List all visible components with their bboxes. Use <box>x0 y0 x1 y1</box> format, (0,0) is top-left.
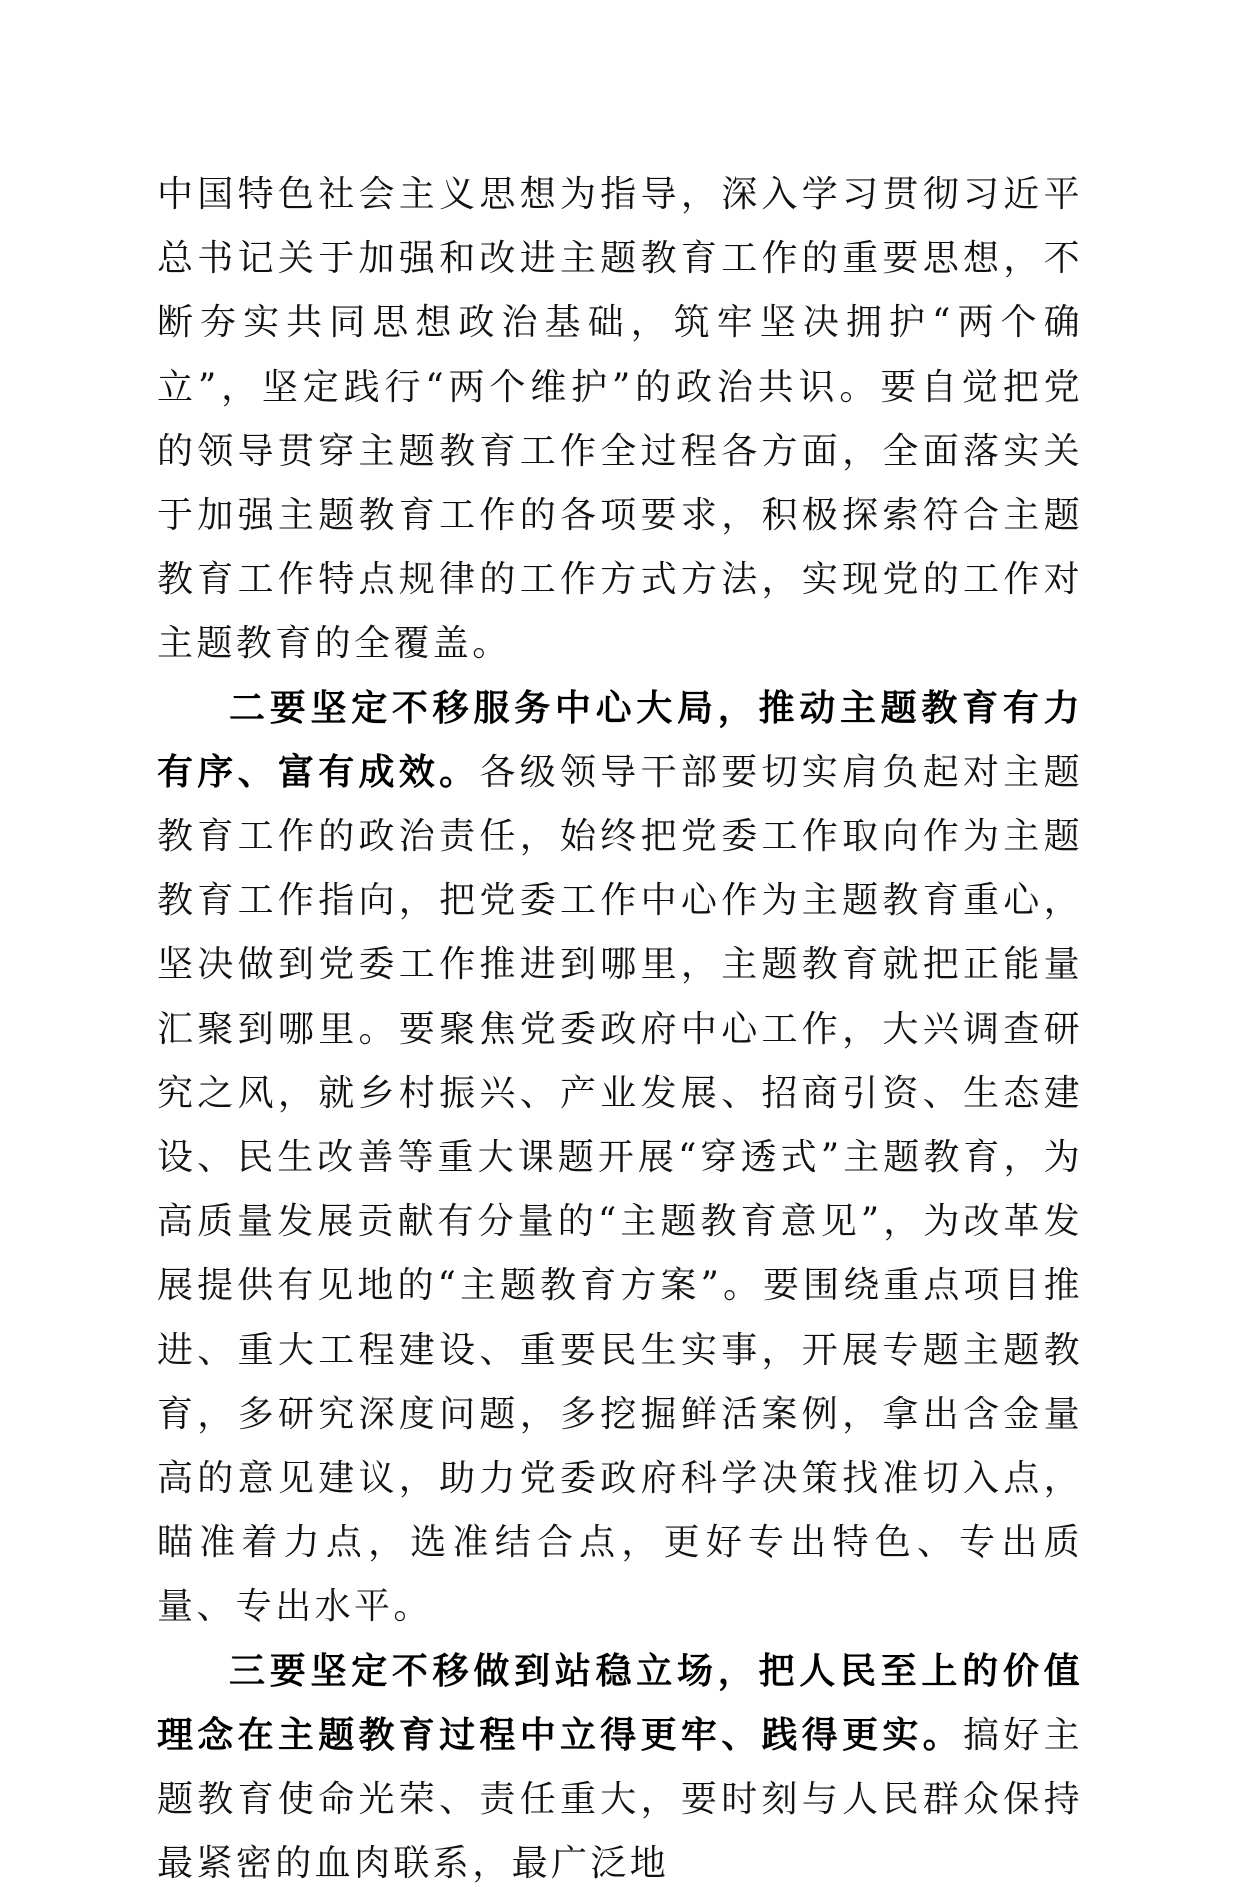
paragraph-3-lead-heading: 三要坚定不移做到站稳立场，把人民至上的价值理念在主题教育过程中立得更牢、践得更实。 <box>157 1650 1083 1756</box>
paragraph-3-body: 搞好主题教育使命光荣、责任重大，要时刻与人民群众保持最紧密的血肉联系，最广泛地 <box>157 1714 1083 1885</box>
paragraph-2 <box>157 677 1083 1640</box>
paragraph-3 <box>157 1640 1083 1896</box>
document-body <box>157 163 1083 1896</box>
paragraph-1 <box>157 163 1083 677</box>
paragraph-2-lead-heading: 二要坚定不移服务中心大局，推动主题教育有力有序、富有成效。 <box>157 687 1083 793</box>
paragraph-2-body: 各级领导干部要切实肩负起对主题教育工作的政治责任，始终把党委工作取向作为主题教育工作指向，把党委工作中心作为主题教育重心，坚决做到党委工作推进到哪里，主题教育就把正能量汇聚到哪里。要聚焦党委政府中心工作，大兴调查研究之风，就乡村振兴、产业发展、招商引资、生态建设、民生改善等重大课题开展“穿透式”主题教育，为高质量发展贡献有分量的“主题教育意见”，为改革发展提供有见地的“主题教育方案”。要围绕重点项目推进、重大工程建设、重要民生实事，开展专题主题教育，多研究深度问题，多挖掘鲜活案例，拿出含金量高的意见建议，助力党委政府科学决策找准切入点，瞄准着力点，选准结合点，更好专出特色、专出质量、专出水平。 <box>157 751 1083 1628</box>
paragraph-1-body: 中国特色社会主义思想为指导，深入学习贯彻习近平总书记关于加强和改进主题教育工作的重要思想，不断夯实共同思想政治基础，筑牢坚决拥护“两个确立”，坚定践行“两个维护”的政治共识。要自觉把党的领导贯穿主题教育工作全过程各方面，全面落实关于加强主题教育工作的各项要求，积极探索符合主题教育工作特点规律的工作方式方法，实现党的工作对主题教育的全覆盖。 <box>157 174 1083 665</box>
